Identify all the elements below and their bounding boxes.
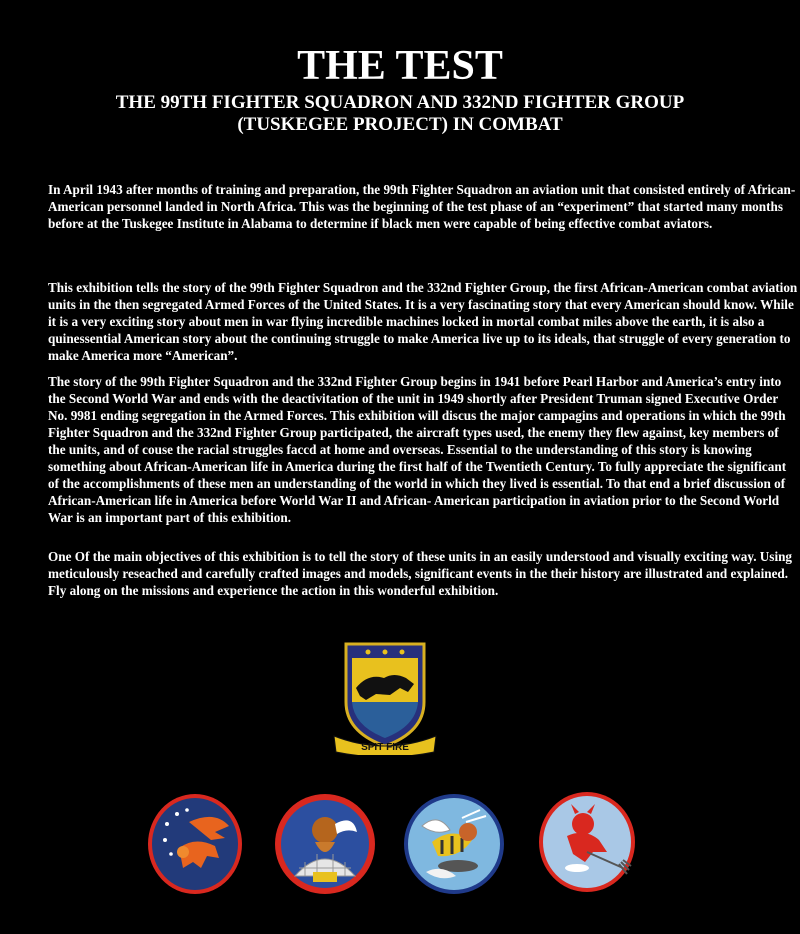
page-title: THE TEST xyxy=(297,43,503,89)
winged-lion-patch-icon xyxy=(145,792,245,896)
objectives-paragraph: One Of the main objectives of this exhibition is to tell the story of these units in an easily understood and visually exciting way. Using meticulously reseached and carefully crafted images and models, significant events in the their history are illustrated and explained. Fly along on the missions and experience the action in this wonderful exhibition. xyxy=(48,549,793,598)
subtitle-line-1: THE 99TH FIGHTER SQUADRON AND 332ND FIGHTER GROUP xyxy=(115,92,685,113)
bee-with-bomb-patch-icon xyxy=(402,792,506,896)
panther-shield-crest-icon xyxy=(330,640,440,755)
subtitle-line-2: (TUSKEGEE PROJECT) IN COMBAT xyxy=(237,114,563,135)
intro-paragraph: In April 1943 after months of training and preparation, the 99th Fighter Squadron an aviation unit that consisted entirely of African-American personnel landed in North Africa. This was the beginning of the test phase of an “experiment” that started many months before at the Tuskegee Institute in Alabama to determine if black men were capable of being effective combat aviators. xyxy=(48,182,796,231)
lion-on-igloo-patch-icon xyxy=(273,792,377,896)
red-devil-patch-icon xyxy=(537,790,637,894)
exhibition-paragraph: This exhibition tells the story of the 99th Fighter Squadron and the 332nd Fighter Group, the first African-American combat aviation units in the then segregated Armed Forces of the United States. It is a very fascinating story that every American should know. While it is a very exciting story about men in war flying incredible machines locked in mortal combat miles above the earth, it is also a quinessential American story about the continuing struggle to make America live up to its ideals, that struggle of every generation to make America more “American”. xyxy=(48,280,798,363)
page-subtitle xyxy=(0,92,800,136)
story-paragraph: The story of the 99th Fighter Squadron and the 332nd Fighter Group begins in 1941 before Pearl Harbor and America’s entry into the Second World War and ends with the deactivitation of the unit in 1949 shortly after President Truman signed Executive Order No. 9981 ending segregation in the Armed Forces. This exhibition will discus the major campagins and operations in which the 99th Fighter Squadron and the 332nd Fighter Group participated, the aircraft types used, the enemy they flew against, key members of the units, and of couse the racial struggles faccd at home and overseas. Essential to the understanding of this story is knowing something about African-American life in America during the first half of the Twentieth Century. To fully appreciate the significant of the accomplishments of these men an understanding of the world in which they lived is essential. To that end a brief discussion of African-American life in America before World War II and African- American participation in aviation prior to the Second World War is an important part of this exhibition. xyxy=(48,374,787,525)
crest-motto: SPIT FIRE xyxy=(361,742,409,753)
